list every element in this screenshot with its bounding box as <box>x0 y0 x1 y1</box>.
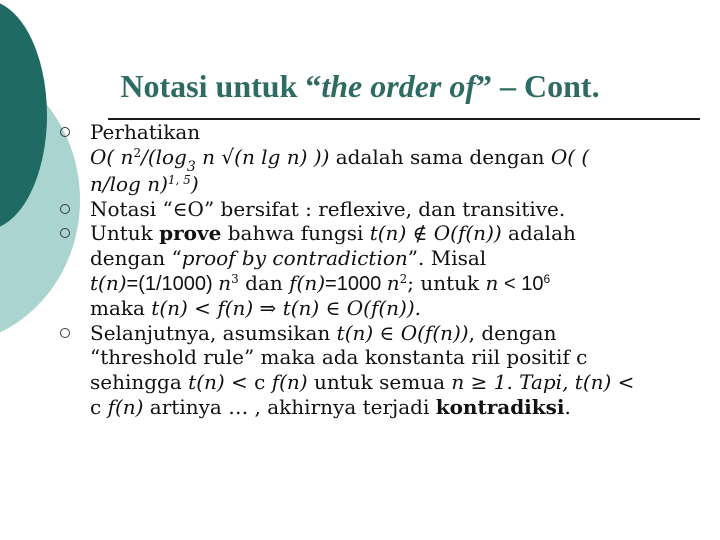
text: t(n) <box>574 369 612 394</box>
bullet-item-untuk-prove <box>60 221 710 320</box>
text: c <box>90 394 108 419</box>
superscript: 2 <box>133 145 142 160</box>
element-symbol: ∈ <box>373 320 401 345</box>
slide-title <box>0 68 720 105</box>
line <box>90 221 710 246</box>
bullet-item-selanjutnya <box>60 321 710 419</box>
element-symbol: ∈ <box>319 296 347 321</box>
line <box>90 296 710 321</box>
superscript: 3 <box>231 271 239 286</box>
text: t(n) <box>282 296 320 321</box>
text: (n lg n) )) <box>234 144 330 169</box>
text: O( n <box>90 144 134 169</box>
bullet-circle-icon <box>60 127 70 137</box>
text: untuk semua <box>307 369 452 394</box>
bullet-item-notasi <box>60 197 710 222</box>
title-italic: the order of <box>321 68 477 104</box>
text: < c <box>224 369 272 394</box>
text: Selanjutnya, asumsikan <box>90 320 337 345</box>
text: dan <box>238 270 290 295</box>
text: n <box>195 144 222 169</box>
text: “threshold rule” maka ada konstanta riil positif c <box>90 345 588 370</box>
text: f(n) <box>217 296 254 321</box>
text: sehingga <box>90 369 189 394</box>
bullet-item-perhatikan <box>60 120 710 197</box>
title-suffix: ” – Cont. <box>476 68 600 104</box>
text: t(n) <box>90 270 127 295</box>
text: artinya … , akhirnya terjadi <box>143 394 436 419</box>
text: n <box>485 270 499 295</box>
text: O(f(n)). <box>346 296 421 321</box>
text: . <box>564 394 571 419</box>
text: , dengan <box>468 320 557 345</box>
text: n/log n) <box>90 172 168 197</box>
text: ) <box>190 172 199 197</box>
text: proof by contradiction <box>181 245 408 270</box>
text: n <box>386 270 400 295</box>
not-element-symbol: ∉ <box>406 221 434 246</box>
text: O( ( <box>550 144 590 169</box>
text: t(n) <box>151 296 188 321</box>
implies-symbol: ⇒ <box>253 296 283 321</box>
text: n <box>218 270 232 295</box>
text: Perhatikan <box>90 120 201 144</box>
text: n ≥ 1. Tapi, <box>451 369 575 394</box>
title-prefix: Notasi untuk “ <box>120 68 322 104</box>
text: Untuk <box>90 221 160 246</box>
sqrt-symbol: √ <box>221 144 235 169</box>
text: < <box>187 296 218 321</box>
line <box>90 172 710 197</box>
text: O(f(n)) <box>433 221 502 246</box>
text: /(log <box>141 144 187 169</box>
superscript: 1, 5 <box>167 173 191 188</box>
text: =(1/1000) <box>126 272 219 295</box>
bullet-circle-icon <box>60 228 70 238</box>
line <box>90 145 710 173</box>
line <box>90 197 710 222</box>
line <box>90 395 710 420</box>
text: maka <box>90 296 152 321</box>
bullet-circle-icon <box>60 328 70 338</box>
text: O(f(n)) <box>400 320 469 345</box>
bold-text: prove <box>159 221 222 246</box>
bold-text: kontradiksi <box>435 394 565 419</box>
text: < 10 <box>498 272 544 295</box>
bullet-circle-icon <box>60 204 70 214</box>
text: < <box>611 369 635 394</box>
text: ”. Misal <box>407 245 487 270</box>
superscript: 2 <box>399 271 408 286</box>
text: t(n) <box>369 221 407 246</box>
text: t(n) <box>336 320 374 345</box>
line <box>90 120 710 145</box>
text: bahwa fungsi <box>221 221 370 246</box>
text: f(n) <box>107 394 144 419</box>
line <box>90 345 710 370</box>
text: dengan “ <box>90 245 182 270</box>
bullet-list <box>60 120 710 419</box>
line <box>90 246 710 271</box>
line <box>90 321 710 346</box>
text: t(n) <box>188 369 225 394</box>
text: f(n) <box>271 369 308 394</box>
text: =1000 <box>325 272 387 295</box>
text: Notasi “∈O” bersifat : reflexive, dan transitive. <box>90 196 566 221</box>
text: adalah sama dengan <box>329 144 551 169</box>
text: ; untuk <box>407 270 486 295</box>
text: adalah <box>501 221 576 246</box>
line <box>90 370 710 395</box>
superscript: 6 <box>543 271 551 286</box>
line <box>90 271 710 297</box>
text: f(n) <box>289 270 326 295</box>
subscript: 3 <box>186 158 196 175</box>
